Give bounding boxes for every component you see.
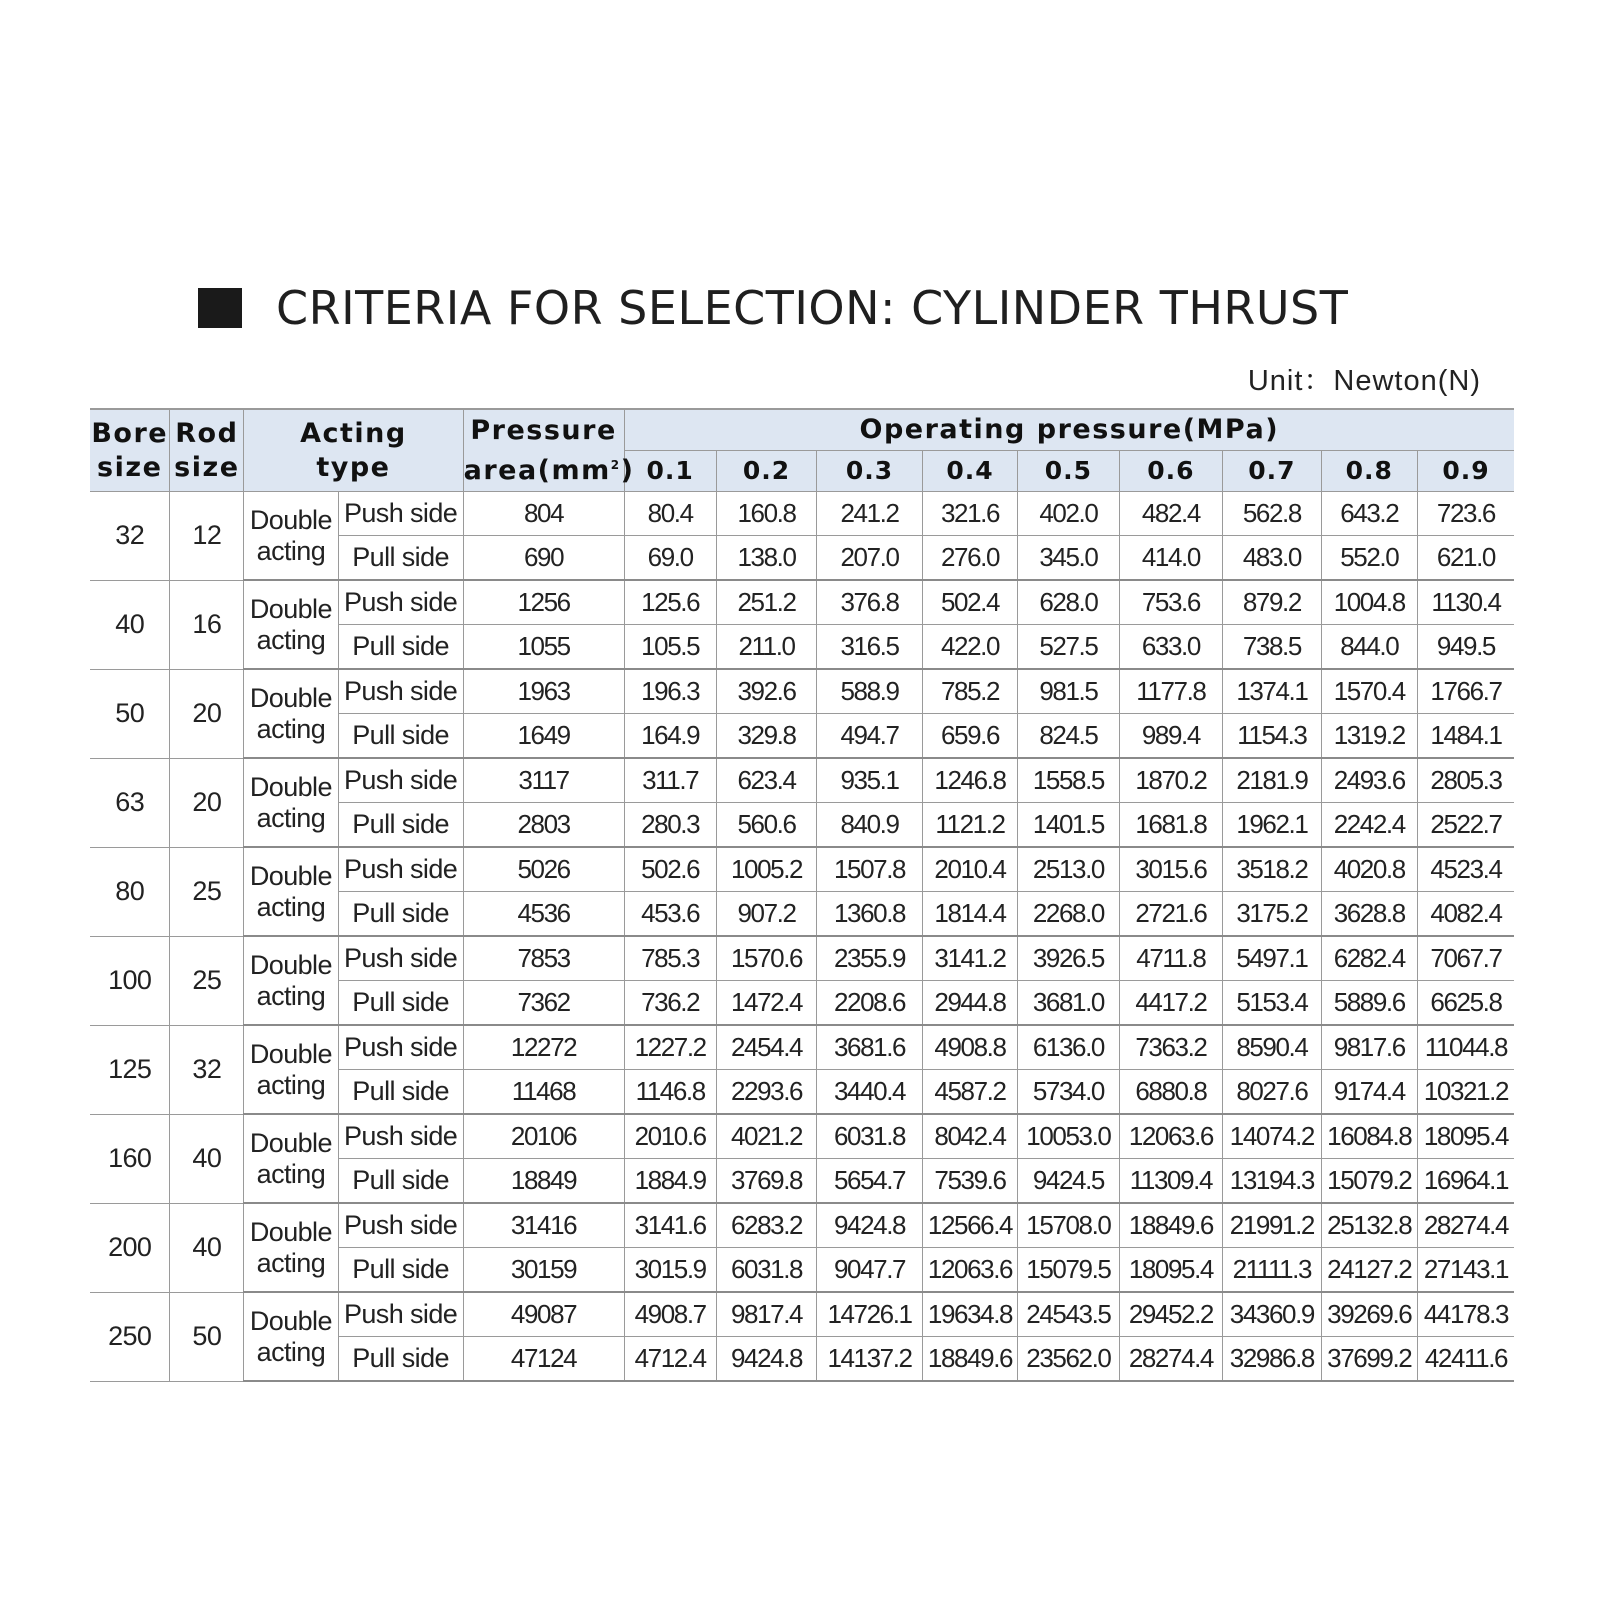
thrust-value-cell: 8042.4: [922, 1114, 1017, 1159]
thrust-value-cell: 11309.4: [1119, 1159, 1223, 1204]
area-cell: 47124: [463, 1337, 624, 1382]
thrust-value-cell: 80.4: [624, 492, 716, 536]
area-cell: 49087: [463, 1292, 624, 1337]
thrust-value-cell: 6880.8: [1119, 1070, 1223, 1115]
thrust-value-cell: 6031.8: [716, 1248, 816, 1293]
thrust-value-cell: 14726.1: [817, 1292, 923, 1337]
thrust-value-cell: 949.5: [1417, 625, 1514, 670]
thrust-value-cell: 3926.5: [1018, 936, 1119, 981]
acting-type-cell: Double: [244, 669, 338, 714]
rod-size-cell: 12: [170, 492, 244, 581]
header-pressure-7: 0.7: [1223, 451, 1321, 492]
rod-size-cell: 50: [170, 1292, 244, 1381]
thrust-value-cell: 1005.2: [716, 847, 816, 892]
thrust-value-cell: 4020.8: [1321, 847, 1417, 892]
thrust-value-cell: 28274.4: [1119, 1337, 1223, 1382]
area-cell: 7362: [463, 981, 624, 1026]
header-pressure-3: 0.3: [817, 451, 923, 492]
rod-size-cell: 20: [170, 669, 244, 758]
thrust-value-cell: 502.6: [624, 847, 716, 892]
bore-size-cell: 63: [90, 758, 170, 847]
thrust-value-cell: 4587.2: [922, 1070, 1017, 1115]
thrust-value-cell: 27143.1: [1417, 1248, 1514, 1293]
thrust-value-cell: 1004.8: [1321, 580, 1417, 625]
thrust-value-cell: 18095.4: [1119, 1248, 1223, 1293]
table-row: [90, 669, 1514, 714]
thrust-value-cell: 1319.2: [1321, 714, 1417, 759]
area-cell: 1055: [463, 625, 624, 670]
thrust-value-cell: 4082.4: [1417, 892, 1514, 937]
thrust-value-cell: 2010.4: [922, 847, 1017, 892]
area-cell: 20106: [463, 1114, 624, 1159]
header-pressure-8: 0.8: [1321, 451, 1417, 492]
thrust-value-cell: 3141.6: [624, 1203, 716, 1248]
thrust-value-cell: 69.0: [624, 536, 716, 581]
page-title: CRITERIA FOR SELECTION: CYLINDER THRUST: [276, 281, 1349, 335]
thrust-value-cell: 1884.9: [624, 1159, 716, 1204]
side-cell: Pull side: [338, 1337, 463, 1382]
thrust-value-cell: 1814.4: [922, 892, 1017, 937]
thrust-value-cell: 1401.5: [1018, 803, 1119, 848]
thrust-value-cell: 9424.5: [1018, 1159, 1119, 1204]
thrust-value-cell: 1507.8: [817, 847, 923, 892]
thrust-value-cell: 2522.7: [1417, 803, 1514, 848]
area-cell: 1649: [463, 714, 624, 759]
area-cell: 30159: [463, 1248, 624, 1293]
thrust-value-cell: 1360.8: [817, 892, 923, 937]
thrust-value-cell: 138.0: [716, 536, 816, 581]
thrust-value-cell: 12063.6: [922, 1248, 1017, 1293]
side-cell: Pull side: [338, 536, 463, 581]
thrust-value-cell: 316.5: [817, 625, 923, 670]
thrust-value-cell: 2944.8: [922, 981, 1017, 1026]
thrust-value-cell: 3440.4: [817, 1070, 923, 1115]
thrust-value-cell: 3681.0: [1018, 981, 1119, 1026]
bore-size-cell: 200: [90, 1203, 170, 1292]
acting-type-cell: acting: [244, 981, 338, 1026]
area-cell: 5026: [463, 847, 624, 892]
thrust-value-cell: 15079.2: [1321, 1159, 1417, 1204]
header-pressure-area: Pressure $area(mm^2)$: [463, 409, 624, 492]
acting-type-cell: Double: [244, 1025, 338, 1070]
table-row: [90, 803, 1514, 848]
thrust-value-cell: 5497.1: [1223, 936, 1321, 981]
thrust-value-cell: 1121.2: [922, 803, 1017, 848]
thrust-value-cell: 376.8: [817, 580, 923, 625]
thrust-value-cell: 39269.6: [1321, 1292, 1417, 1337]
thrust-table: [90, 408, 1514, 1382]
thrust-value-cell: 502.4: [922, 580, 1017, 625]
title-row: [198, 278, 1348, 338]
thrust-value-cell: 207.0: [817, 536, 923, 581]
thrust-value-cell: 628.0: [1018, 580, 1119, 625]
bore-size-cell: 250: [90, 1292, 170, 1381]
thrust-value-cell: 1870.2: [1119, 758, 1223, 803]
thrust-value-cell: 453.6: [624, 892, 716, 937]
thrust-value-cell: 402.0: [1018, 492, 1119, 536]
thrust-value-cell: 1246.8: [922, 758, 1017, 803]
thrust-value-cell: 1570.4: [1321, 669, 1417, 714]
thrust-value-cell: 482.4: [1119, 492, 1223, 536]
thrust-value-cell: 3175.2: [1223, 892, 1321, 937]
acting-type-cell: acting: [244, 1337, 338, 1382]
thrust-value-cell: 560.6: [716, 803, 816, 848]
side-cell: Push side: [338, 936, 463, 981]
thrust-value-cell: 105.5: [624, 625, 716, 670]
thrust-value-cell: 5654.7: [817, 1159, 923, 1204]
thrust-value-cell: 211.0: [716, 625, 816, 670]
table-row: [90, 1248, 1514, 1293]
thrust-value-cell: 1484.1: [1417, 714, 1514, 759]
unit-label: Unit：Newton(N): [1247, 365, 1481, 397]
thrust-value-cell: 16964.1: [1417, 1159, 1514, 1204]
thrust-value-cell: 588.9: [817, 669, 923, 714]
thrust-value-cell: 9424.8: [716, 1337, 816, 1382]
thrust-value-cell: 723.6: [1417, 492, 1514, 536]
acting-type-cell: Double: [244, 936, 338, 981]
side-cell: Push side: [338, 847, 463, 892]
thrust-value-cell: 34360.9: [1223, 1292, 1321, 1337]
thrust-value-cell: 483.0: [1223, 536, 1321, 581]
table-row: [90, 936, 1514, 981]
thrust-value-cell: 2242.4: [1321, 803, 1417, 848]
thrust-value-cell: 785.2: [922, 669, 1017, 714]
thrust-value-cell: 4711.8: [1119, 936, 1223, 981]
thrust-value-cell: 785.3: [624, 936, 716, 981]
thrust-value-cell: 14074.2: [1223, 1114, 1321, 1159]
area-cell: 3117: [463, 758, 624, 803]
acting-type-cell: Double: [244, 492, 338, 536]
thrust-value-cell: 907.2: [716, 892, 816, 937]
side-cell: Push side: [338, 1203, 463, 1248]
area-cell: 12272: [463, 1025, 624, 1070]
thrust-value-cell: 879.2: [1223, 580, 1321, 625]
thrust-value-cell: 164.9: [624, 714, 716, 759]
table-row: [90, 1070, 1514, 1115]
square-bullet-icon: [198, 288, 242, 328]
table-row: [90, 1025, 1514, 1070]
thrust-value-cell: 935.1: [817, 758, 923, 803]
rod-size-cell: 25: [170, 936, 244, 1025]
header-acting-type: Acting type: [244, 409, 463, 492]
thrust-value-cell: 753.6: [1119, 580, 1223, 625]
thrust-value-cell: 7067.7: [1417, 936, 1514, 981]
thrust-value-cell: 1681.8: [1119, 803, 1223, 848]
header-pressure-2: 0.2: [716, 451, 816, 492]
thrust-value-cell: 21991.2: [1223, 1203, 1321, 1248]
acting-type-cell: Double: [244, 580, 338, 625]
thrust-value-cell: 844.0: [1321, 625, 1417, 670]
thrust-value-cell: 2010.6: [624, 1114, 716, 1159]
thrust-value-cell: 8590.4: [1223, 1025, 1321, 1070]
thrust-value-cell: 18849.6: [1119, 1203, 1223, 1248]
table-row: [90, 714, 1514, 759]
side-cell: Pull side: [338, 892, 463, 937]
thrust-value-cell: 1146.8: [624, 1070, 716, 1115]
thrust-value-cell: 2293.6: [716, 1070, 816, 1115]
table-row: [90, 625, 1514, 670]
bore-size-cell: 50: [90, 669, 170, 758]
thrust-value-cell: 28274.4: [1417, 1203, 1514, 1248]
area-cell: 1256: [463, 580, 624, 625]
area-cell: 31416: [463, 1203, 624, 1248]
acting-type-cell: Double: [244, 1203, 338, 1248]
thrust-value-cell: 5889.6: [1321, 981, 1417, 1026]
thrust-value-cell: 16084.8: [1321, 1114, 1417, 1159]
thrust-value-cell: 659.6: [922, 714, 1017, 759]
header-pressure-5: 0.5: [1018, 451, 1119, 492]
thrust-value-cell: 2513.0: [1018, 847, 1119, 892]
thrust-value-cell: 196.3: [624, 669, 716, 714]
thrust-value-cell: 251.2: [716, 580, 816, 625]
thrust-value-cell: 5734.0: [1018, 1070, 1119, 1115]
thrust-value-cell: 494.7: [817, 714, 923, 759]
bore-size-cell: 80: [90, 847, 170, 936]
side-cell: Push side: [338, 758, 463, 803]
thrust-value-cell: 5153.4: [1223, 981, 1321, 1026]
header-pressure-6: 0.6: [1119, 451, 1223, 492]
thrust-value-cell: 2721.6: [1119, 892, 1223, 937]
area-cell: 7853: [463, 936, 624, 981]
acting-type-cell: Double: [244, 1114, 338, 1159]
table-row: [90, 758, 1514, 803]
thrust-value-cell: 1154.3: [1223, 714, 1321, 759]
thrust-value-cell: 24543.5: [1018, 1292, 1119, 1337]
thrust-value-cell: 125.6: [624, 580, 716, 625]
side-cell: Push side: [338, 1025, 463, 1070]
thrust-value-cell: 32986.8: [1223, 1337, 1321, 1382]
acting-type-cell: acting: [244, 625, 338, 670]
bore-size-cell: 160: [90, 1114, 170, 1203]
header-pressure-4: 0.4: [922, 451, 1017, 492]
thrust-value-cell: 14137.2: [817, 1337, 923, 1382]
side-cell: Push side: [338, 1292, 463, 1337]
thrust-value-cell: 6625.8: [1417, 981, 1514, 1026]
thrust-value-cell: 6031.8: [817, 1114, 923, 1159]
header-rod-size: Rod size: [170, 409, 244, 492]
thrust-value-cell: 562.8: [1223, 492, 1321, 536]
thrust-value-cell: 13194.3: [1223, 1159, 1321, 1204]
bore-size-cell: 125: [90, 1025, 170, 1114]
header-operating-pressure: Operating pressure(MPa): [624, 409, 1514, 451]
thrust-value-cell: 7363.2: [1119, 1025, 1223, 1070]
area-cell: 804: [463, 492, 624, 536]
thrust-value-cell: 10053.0: [1018, 1114, 1119, 1159]
thrust-value-cell: 1558.5: [1018, 758, 1119, 803]
rod-size-cell: 32: [170, 1025, 244, 1114]
thrust-value-cell: 42411.6: [1417, 1337, 1514, 1382]
thrust-value-cell: 1962.1: [1223, 803, 1321, 848]
thrust-value-cell: 11044.8: [1417, 1025, 1514, 1070]
thrust-value-cell: 9174.4: [1321, 1070, 1417, 1115]
thrust-value-cell: 840.9: [817, 803, 923, 848]
thrust-value-cell: 4908.8: [922, 1025, 1017, 1070]
table-row: [90, 1337, 1514, 1382]
thrust-value-cell: 1227.2: [624, 1025, 716, 1070]
thrust-value-cell: 18095.4: [1417, 1114, 1514, 1159]
rod-size-cell: 20: [170, 758, 244, 847]
thrust-value-cell: 10321.2: [1417, 1070, 1514, 1115]
thrust-value-cell: 3015.9: [624, 1248, 716, 1293]
thrust-value-cell: 2805.3: [1417, 758, 1514, 803]
thrust-value-cell: 2454.4: [716, 1025, 816, 1070]
thrust-value-cell: 824.5: [1018, 714, 1119, 759]
thrust-value-cell: 4417.2: [1119, 981, 1223, 1026]
area-cell: 2803: [463, 803, 624, 848]
thrust-value-cell: 8027.6: [1223, 1070, 1321, 1115]
table-row: [90, 847, 1514, 892]
area-cell: 1963: [463, 669, 624, 714]
thrust-value-cell: 345.0: [1018, 536, 1119, 581]
bore-size-cell: 40: [90, 580, 170, 669]
thrust-value-cell: 1570.6: [716, 936, 816, 981]
thrust-value-cell: 738.5: [1223, 625, 1321, 670]
thrust-value-cell: 241.2: [817, 492, 923, 536]
thrust-value-cell: 21111.3: [1223, 1248, 1321, 1293]
acting-type-cell: acting: [244, 1248, 338, 1293]
thrust-value-cell: 23562.0: [1018, 1337, 1119, 1382]
thrust-value-cell: 3141.2: [922, 936, 1017, 981]
table-row: [90, 536, 1514, 581]
rod-size-cell: 25: [170, 847, 244, 936]
thrust-value-cell: 7539.6: [922, 1159, 1017, 1204]
side-cell: Pull side: [338, 625, 463, 670]
thrust-value-cell: 527.5: [1018, 625, 1119, 670]
table-row: [90, 892, 1514, 937]
thrust-value-cell: 989.4: [1119, 714, 1223, 759]
side-cell: Pull side: [338, 981, 463, 1026]
thrust-value-cell: 3518.2: [1223, 847, 1321, 892]
side-cell: Push side: [338, 1114, 463, 1159]
thrust-value-cell: 44178.3: [1417, 1292, 1514, 1337]
thrust-value-cell: 633.0: [1119, 625, 1223, 670]
rod-size-cell: 16: [170, 580, 244, 669]
thrust-value-cell: 3628.8: [1321, 892, 1417, 937]
thrust-value-cell: 2181.9: [1223, 758, 1321, 803]
area-cell: 4536: [463, 892, 624, 937]
acting-type-cell: Double: [244, 1292, 338, 1337]
area-cell: 18849: [463, 1159, 624, 1204]
thrust-value-cell: 25132.8: [1321, 1203, 1417, 1248]
thrust-value-cell: 12063.6: [1119, 1114, 1223, 1159]
thrust-value-cell: 3015.6: [1119, 847, 1223, 892]
side-cell: Pull side: [338, 1159, 463, 1204]
side-cell: Pull side: [338, 1248, 463, 1293]
table-row: [90, 492, 1514, 536]
thrust-value-cell: 621.0: [1417, 536, 1514, 581]
thrust-value-cell: 1130.4: [1417, 580, 1514, 625]
table-row: [90, 981, 1514, 1026]
side-cell: Pull side: [338, 803, 463, 848]
thrust-value-cell: 276.0: [922, 536, 1017, 581]
thrust-value-cell: 422.0: [922, 625, 1017, 670]
thrust-value-cell: 280.3: [624, 803, 716, 848]
acting-type-cell: acting: [244, 1159, 338, 1204]
header-pressure-1: 0.1: [624, 451, 716, 492]
acting-type-cell: acting: [244, 803, 338, 848]
thrust-value-cell: 19634.8: [922, 1292, 1017, 1337]
thrust-value-cell: 1472.4: [716, 981, 816, 1026]
table-row: [90, 1203, 1514, 1248]
thrust-value-cell: 321.6: [922, 492, 1017, 536]
thrust-value-cell: 160.8: [716, 492, 816, 536]
thrust-value-cell: 9817.4: [716, 1292, 816, 1337]
thrust-value-cell: 2208.6: [817, 981, 923, 1026]
table-row: [90, 1114, 1514, 1159]
header-pressure-9: 0.9: [1417, 451, 1514, 492]
bore-size-cell: 32: [90, 492, 170, 581]
acting-type-cell: acting: [244, 536, 338, 581]
side-cell: Push side: [338, 669, 463, 714]
thrust-value-cell: 3769.8: [716, 1159, 816, 1204]
thrust-value-cell: 9817.6: [1321, 1025, 1417, 1070]
thrust-value-cell: 736.2: [624, 981, 716, 1026]
thrust-value-cell: 24127.2: [1321, 1248, 1417, 1293]
thrust-value-cell: 15079.5: [1018, 1248, 1119, 1293]
acting-type-cell: Double: [244, 758, 338, 803]
thrust-value-cell: 311.7: [624, 758, 716, 803]
rod-size-cell: 40: [170, 1203, 244, 1292]
thrust-value-cell: 2268.0: [1018, 892, 1119, 937]
thrust-value-cell: 12566.4: [922, 1203, 1017, 1248]
acting-type-cell: acting: [244, 1070, 338, 1115]
thrust-value-cell: 4523.4: [1417, 847, 1514, 892]
thrust-value-cell: 414.0: [1119, 536, 1223, 581]
thrust-value-cell: 9047.7: [817, 1248, 923, 1293]
header-bore-size: Bore size: [90, 409, 170, 492]
table-row: [90, 580, 1514, 625]
area-cell: 690: [463, 536, 624, 581]
thrust-value-cell: 6282.4: [1321, 936, 1417, 981]
thrust-value-cell: 1374.1: [1223, 669, 1321, 714]
acting-type-cell: Double: [244, 847, 338, 892]
thrust-value-cell: 4021.2: [716, 1114, 816, 1159]
thrust-value-cell: 4712.4: [624, 1337, 716, 1382]
thrust-value-cell: 9424.8: [817, 1203, 923, 1248]
thrust-value-cell: 6136.0: [1018, 1025, 1119, 1070]
acting-type-cell: acting: [244, 892, 338, 937]
area-cell: 11468: [463, 1070, 624, 1115]
table-row: [90, 1159, 1514, 1204]
thrust-value-cell: 981.5: [1018, 669, 1119, 714]
thrust-value-cell: 623.4: [716, 758, 816, 803]
rod-size-cell: 40: [170, 1114, 244, 1203]
bore-size-cell: 100: [90, 936, 170, 1025]
thrust-value-cell: 3681.6: [817, 1025, 923, 1070]
thrust-value-cell: 18849.6: [922, 1337, 1017, 1382]
thrust-value-cell: 37699.2: [1321, 1337, 1417, 1382]
thrust-value-cell: 2355.9: [817, 936, 923, 981]
thrust-value-cell: 1177.8: [1119, 669, 1223, 714]
thrust-value-cell: 15708.0: [1018, 1203, 1119, 1248]
side-cell: Pull side: [338, 1070, 463, 1115]
thrust-value-cell: 329.8: [716, 714, 816, 759]
side-cell: Push side: [338, 580, 463, 625]
thrust-value-cell: 29452.2: [1119, 1292, 1223, 1337]
thrust-value-cell: 2493.6: [1321, 758, 1417, 803]
thrust-value-cell: 1766.7: [1417, 669, 1514, 714]
thrust-value-cell: 4908.7: [624, 1292, 716, 1337]
thrust-value-cell: 392.6: [716, 669, 816, 714]
thrust-value-cell: 643.2: [1321, 492, 1417, 536]
acting-type-cell: acting: [244, 714, 338, 759]
side-cell: Pull side: [338, 714, 463, 759]
side-cell: Push side: [338, 492, 463, 536]
thrust-value-cell: 552.0: [1321, 536, 1417, 581]
table-row: [90, 1292, 1514, 1337]
thrust-value-cell: 6283.2: [716, 1203, 816, 1248]
